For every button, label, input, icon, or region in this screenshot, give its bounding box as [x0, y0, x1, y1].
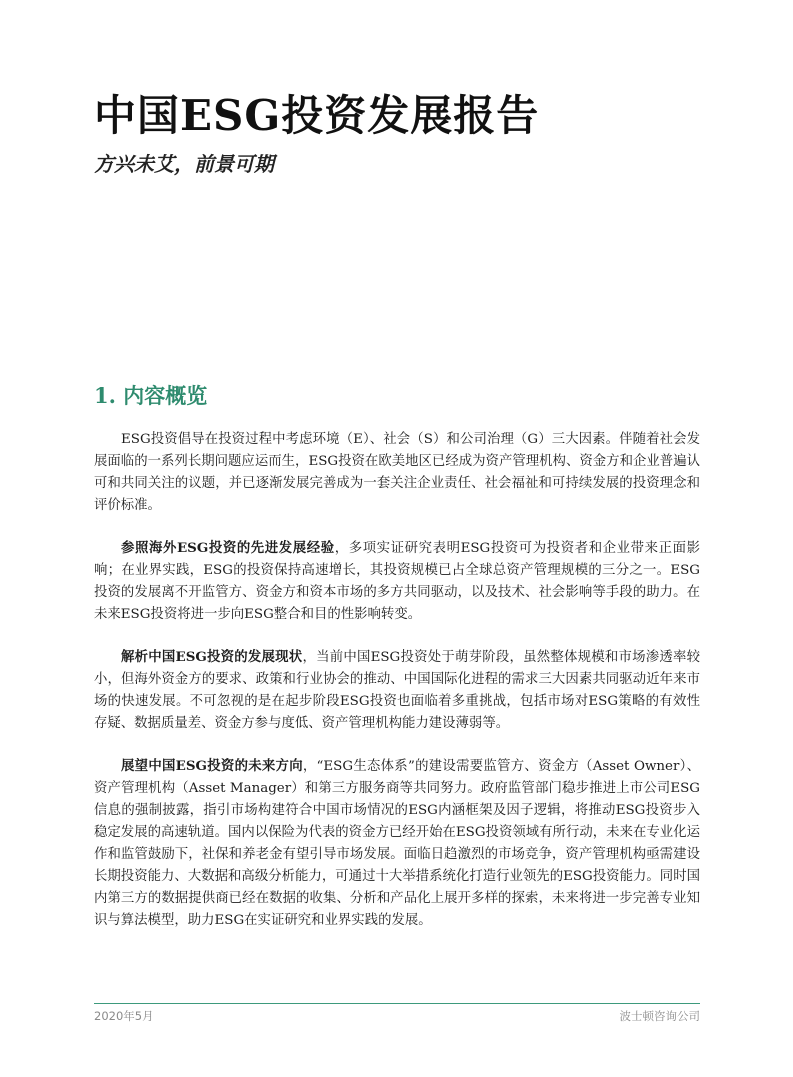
paragraph-text: ，“ESG生态体系”的建设需要监管方、资金方（Asset Owner）、资产管理机构（Asset Manager）和第三方服务商等共同努力。政府监管部门稳步推进上市公司ESG信息的强制披露，指引市场构建符合中国市场情况的ESG内涵框架及因子逻辑，将推动ESG投资步入稳定发展的高速轨道。国内以保险为代表的资金方已经开始在ESG投资领域有所行动，未来在专业化运作和监管鼓励下，社保和养老金有望引导市场发展。面临日趋激烈的市场竞争，资产管理机构亟需建设长期投资能力、大数据和高级分析能力，可通过十大举措系统化打造行业领先的ESG投资能力。同时国内第三方的数据提供商已经在数据的收集、分析和产品化上展开多样的探索，未来将进一步完善专业知识与算法模型，助力ESG在实证研究和业界实践的发展。 — [94, 759, 700, 928]
paragraph-lead: 参照海外ESG投资的先进发展经验 — [121, 540, 335, 556]
paragraph-text: ，多项实证研究表明ESG投资可为投资者和企业带来正面影响；在业界实践，ESG的投资保持高速增长，其投资规模已占全球总资产管理规模的三分之一。ESG投资的发展离不开监管方、资金方和资本市场的多方共同驱动，以及技术、社会影响等手段的助力。在未来ESG投资将进一步向ESG整合和目的性影响转变。 — [94, 541, 700, 622]
paragraph-3 — [94, 646, 700, 735]
paragraph-text: ESG投资倡导在投资过程中考虑环境（E）、社会（S）和公司治理（G）三大因素。伴随着社会发展面临的一系列长期问题应运而生，ESG投资在欧美地区已经成为资产管理机构、资金方和企业普遍认可和共同关注的议题，并已逐渐发展完善成为一套关注企业责任、社会福祉和可持续发展的投资理念和评价标准。 — [94, 432, 700, 513]
paragraph-lead: 展望中国ESG投资的未来方向 — [121, 758, 303, 774]
report-title: 中国ESG投资发展报告 — [94, 91, 540, 140]
footer-company: 波士顿咨询公司 — [619, 1009, 700, 1023]
paragraph-lead: 解析中国ESG投资的发展现状 — [121, 649, 303, 665]
section-body — [94, 428, 700, 952]
footer-divider — [94, 1003, 700, 1004]
footer-date: 2020年5月 — [94, 1009, 154, 1023]
paragraph-2 — [94, 537, 700, 626]
paragraph-4 — [94, 755, 700, 932]
paragraph-1 — [94, 428, 700, 517]
paragraph-text: ，当前中国ESG投资处于萌芽阶段，虽然整体规模和市场渗透率较小，但海外资金方的要求、政策和行业协会的推动、中国国际化进程的需求三大因素共同驱动近年来市场的快速发展。不可忽视的是在起步阶段ESG投资也面临着多重挑战，包括市场对ESG策略的有效性存疑、数据质量差、资金方参与度低、资产管理机构能力建设薄弱等。 — [94, 650, 700, 731]
report-subtitle: 方兴未艾，前景可期 — [94, 152, 274, 176]
section-heading: 1. 内容概览 — [94, 383, 208, 408]
